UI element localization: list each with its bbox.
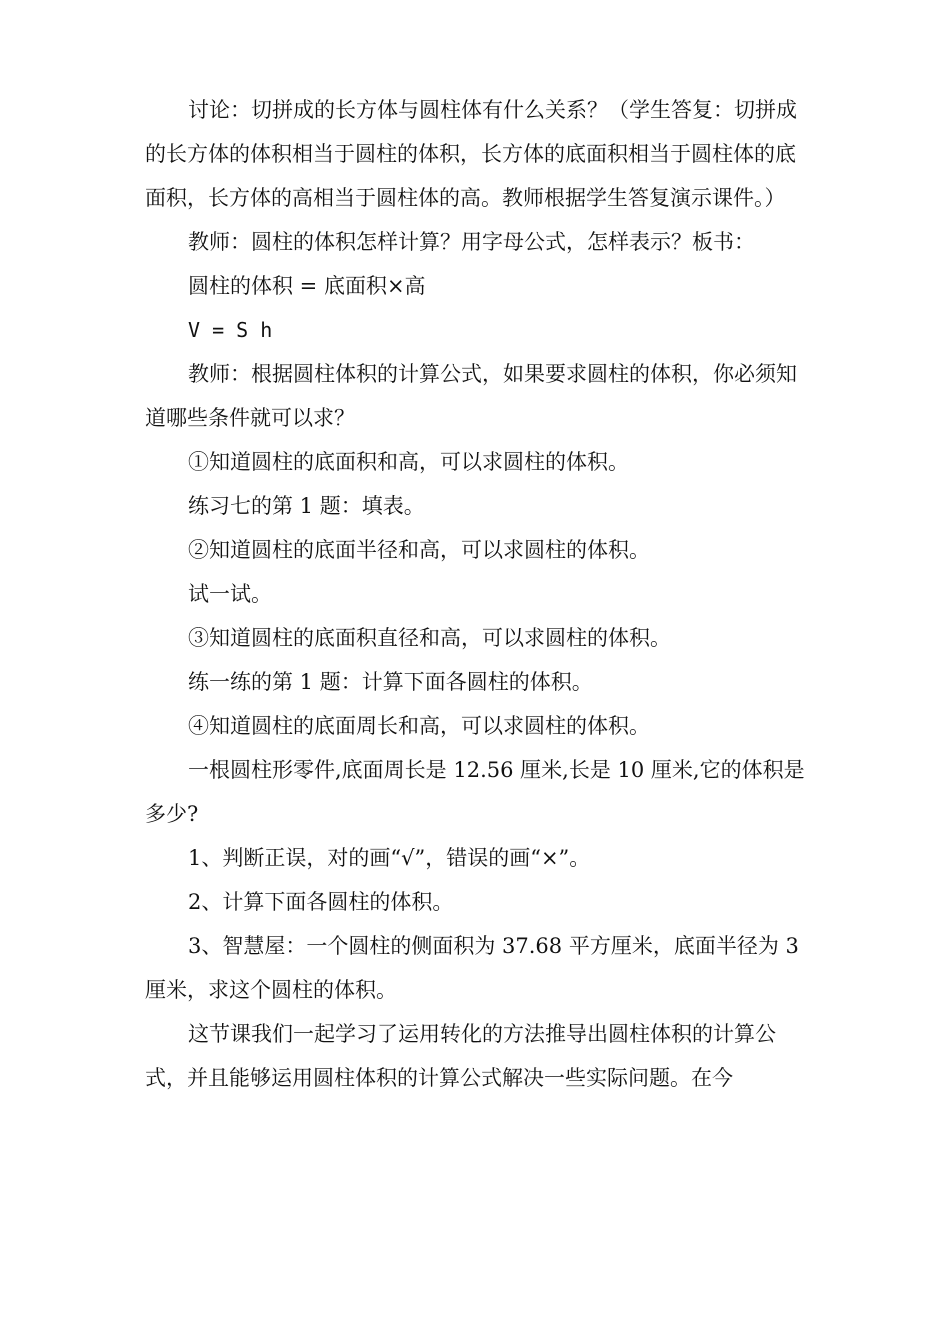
paragraph-condition-4: ④知道圆柱的底面周长和高，可以求圆柱的体积。 (188, 714, 650, 738)
paragraph-condition-1: ①知道圆柱的底面积和高，可以求圆柱的体积。 (188, 450, 629, 474)
paragraph-practice-1: 练一练的第 1 题：计算下面各圆柱的体积。 (188, 670, 593, 694)
document-body (145, 88, 810, 1100)
paragraph-try: 试一试。 (188, 582, 272, 606)
paragraph-condition-2: ②知道圆柱的底面半径和高，可以求圆柱的体积。 (188, 538, 650, 562)
paragraph-problem-part: 一根圆柱形零件,底面周长是 12.56 厘米,长是 10 厘米,它的体积是多少? (145, 758, 805, 826)
paragraph-exercise-3: 3、智慧屋：一个圆柱的侧面积为 37.68 平方厘米，底面半径为 3 厘米，求这个圆柱的体积。 (145, 934, 799, 1002)
paragraph-teacher-conditions: 教师：根据圆柱体积的计算公式，如果要求圆柱的体积，你必须知道哪些条件就可以求？ (145, 362, 797, 430)
paragraph-discussion: 讨论：切拼成的长方体与圆柱体有什么关系？（学生答复：切拼成的长方体的体积相当于圆柱的体积，长方体的底面积相当于圆柱体的底面积，长方体的高相当于圆柱体的高。教师根据学生答复演示课件。） (145, 98, 797, 210)
paragraph-formula-letters: V = S h (188, 318, 273, 342)
paragraph-condition-3: ③知道圆柱的底面积直径和高，可以求圆柱的体积。 (188, 626, 671, 650)
paragraph-exercise-1: 1、判断正误，对的画“√”，错误的画“×”。 (188, 846, 591, 870)
paragraph-formula-words: 圆柱的体积 = 底面积×高 (188, 274, 426, 298)
paragraph-exercise-7: 练习七的第 1 题：填表。 (188, 494, 425, 518)
paragraph-exercise-2: 2、计算下面各圆柱的体积。 (188, 890, 454, 914)
paragraph-summary: 这节课我们一起学习了运用转化的方法推导出圆柱体积的计算公式，并且能够运用圆柱体积的计算公式解决一些实际问题。在今 (145, 1022, 776, 1090)
paragraph-teacher-question: 教师：圆柱的体积怎样计算？用字母公式，怎样表示？板书： (188, 230, 755, 254)
